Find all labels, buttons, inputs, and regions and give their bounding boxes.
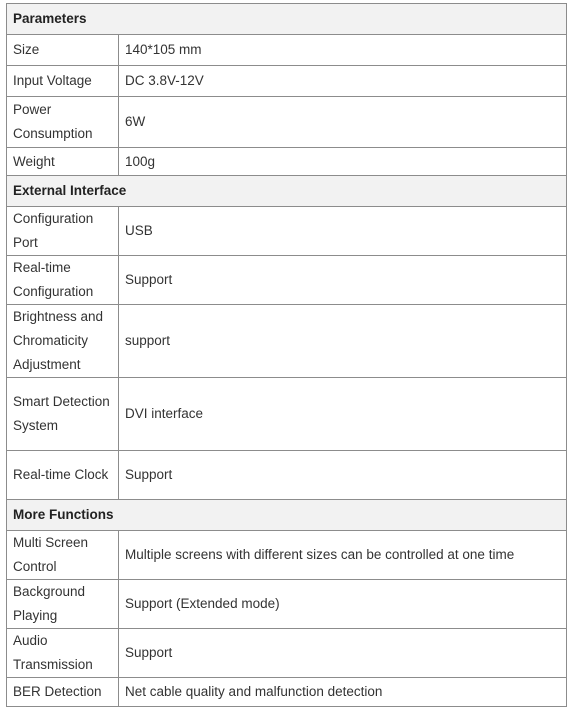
row-label: Brightness and Chromaticity Adjustment <box>7 305 119 378</box>
row-label: Configuration Port <box>7 207 119 256</box>
section-header-more-functions <box>7 500 567 531</box>
table-row <box>7 256 567 305</box>
table-row <box>7 207 567 256</box>
row-label: Power Consumption <box>7 97 119 148</box>
row-value: Support <box>119 256 567 305</box>
row-value: Net cable quality and malfunction detection <box>119 678 567 707</box>
row-label: Size <box>7 35 119 66</box>
row-label: Audio Transmission <box>7 629 119 678</box>
row-label: Smart Detection System <box>7 378 119 451</box>
row-label: Real-time Clock <box>7 451 119 500</box>
table-row <box>7 148 567 176</box>
section-header-external-interface <box>7 176 567 207</box>
row-value: Support <box>119 629 567 678</box>
table-row <box>7 305 567 378</box>
table-row <box>7 451 567 500</box>
row-value: Support (Extended mode) <box>119 580 567 629</box>
row-value: USB <box>119 207 567 256</box>
table-row <box>7 378 567 451</box>
table-row <box>7 97 567 148</box>
table-row <box>7 531 567 580</box>
table-row <box>7 580 567 629</box>
row-value: 6W <box>119 97 567 148</box>
row-label: Input Voltage <box>7 66 119 97</box>
section-title: Parameters <box>7 4 567 35</box>
section-title: External Interface <box>7 176 567 207</box>
table-row <box>7 678 567 707</box>
row-label: BER Detection <box>7 678 119 707</box>
row-value: Support <box>119 451 567 500</box>
row-value: DVI interface <box>119 378 567 451</box>
row-value: support <box>119 305 567 378</box>
row-value: DC 3.8V-12V <box>119 66 567 97</box>
table-row <box>7 66 567 97</box>
row-value: 140*105 mm <box>119 35 567 66</box>
row-label: Real-time Configuration <box>7 256 119 305</box>
row-value: 100g <box>119 148 567 176</box>
row-label: Multi Screen Control <box>7 531 119 580</box>
spec-table <box>6 3 567 707</box>
section-title: More Functions <box>7 500 567 531</box>
section-header-parameters <box>7 4 567 35</box>
row-label: Weight <box>7 148 119 176</box>
row-value: Multiple screens with different sizes can be controlled at one time <box>119 531 567 580</box>
row-label: Background Playing <box>7 580 119 629</box>
table-row <box>7 629 567 678</box>
table-row <box>7 35 567 66</box>
